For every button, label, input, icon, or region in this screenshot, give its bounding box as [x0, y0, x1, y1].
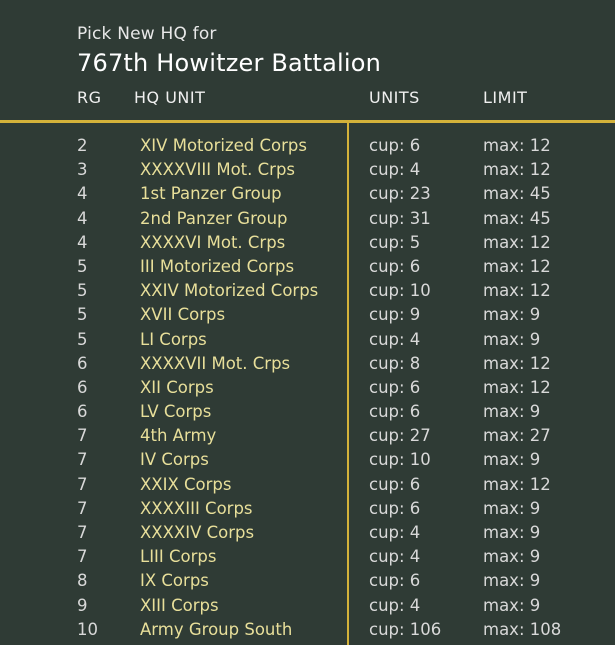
hq-row[interactable]	[0, 475, 615, 499]
hq-unit-name: XIV Motorized Corps	[140, 136, 307, 155]
limit-cell: max: 12	[483, 281, 551, 301]
rg-cell: 7	[77, 498, 88, 518]
rg-cell: 4	[77, 232, 88, 252]
limit-cell: max: 45	[483, 184, 551, 204]
units-cell: cup: 10	[369, 281, 431, 301]
hq-row[interactable]	[0, 330, 615, 354]
rg-cell: 5	[77, 256, 88, 276]
limit-cell: max: 9	[483, 595, 541, 615]
header-divider	[0, 120, 615, 123]
units-cell: cup: 8	[369, 353, 421, 373]
hq-unit-name: LV Corps	[140, 402, 212, 422]
hq-unit-name: 4th Army	[140, 426, 217, 446]
units-cell: cup: 9	[369, 305, 421, 325]
limit-cell: max: 45	[483, 208, 551, 228]
hq-row[interactable]	[0, 402, 615, 426]
units-cell: cup: 23	[369, 184, 431, 204]
hq-unit-name: XXXXVI Mot. Crps	[140, 232, 286, 252]
units-cell: cup: 4	[369, 595, 421, 615]
rg-cell: 4	[77, 184, 88, 204]
hq-row[interactable]	[0, 523, 615, 547]
units-cell: cup: 6	[369, 136, 421, 155]
rg-cell: 4	[77, 208, 88, 228]
hq-row[interactable]	[0, 305, 615, 329]
hq-row[interactable]	[0, 378, 615, 402]
limit-cell: max: 12	[483, 136, 551, 155]
hq-row[interactable]	[0, 571, 615, 595]
hq-unit-name: XII Corps	[140, 377, 214, 397]
units-cell: cup: 6	[369, 498, 421, 518]
limit-cell: max: 27	[483, 426, 551, 446]
limit-cell: max: 12	[483, 232, 551, 252]
units-cell: cup: 106	[369, 619, 442, 639]
limit-cell: max: 9	[483, 450, 541, 470]
hq-unit-name: XXXXVII Mot. Crps	[140, 353, 291, 373]
limit-cell: max: 12	[483, 353, 551, 373]
hq-row[interactable]	[0, 257, 615, 281]
limit-cell: max: 12	[483, 377, 551, 397]
limit-cell: max: 9	[483, 329, 541, 349]
rg-cell: 3	[77, 160, 88, 180]
limit-cell: max: 9	[483, 571, 541, 591]
units-cell: cup: 31	[369, 208, 431, 228]
column-header-hq-unit[interactable]: HQ UNIT	[134, 88, 206, 107]
dialog-subtitle: Pick New HQ for	[77, 24, 217, 44]
limit-cell: max: 12	[483, 474, 551, 494]
units-cell: cup: 6	[369, 377, 421, 397]
rg-cell: 9	[77, 595, 88, 615]
hq-row[interactable]	[0, 596, 615, 620]
hq-row[interactable]	[0, 547, 615, 571]
units-cell: cup: 27	[369, 426, 431, 446]
limit-cell: max: 9	[483, 547, 541, 567]
rg-cell: 7	[77, 523, 88, 542]
rg-cell: 7	[77, 426, 88, 446]
limit-cell: max: 9	[483, 523, 541, 542]
hq-row[interactable]	[0, 450, 615, 474]
hq-row[interactable]	[0, 620, 615, 644]
hq-row[interactable]	[0, 233, 615, 257]
rg-cell: 5	[77, 329, 88, 349]
units-cell: cup: 4	[369, 523, 421, 542]
hq-list	[0, 136, 615, 644]
limit-cell: max: 12	[483, 256, 551, 276]
hq-unit-name: XXXXVIII Mot. Crps	[140, 160, 296, 180]
hq-unit-name: XIII Corps	[140, 595, 219, 615]
unit-title: 767th Howitzer Battalion	[77, 49, 382, 77]
units-cell: cup: 4	[369, 160, 421, 180]
limit-cell: max: 108	[483, 619, 562, 639]
limit-cell: max: 9	[483, 305, 541, 325]
limit-cell: max: 12	[483, 160, 551, 180]
hq-unit-name: XXIV Motorized Corps	[140, 281, 319, 301]
hq-row[interactable]	[0, 160, 615, 184]
hq-unit-name: XXIX Corps	[140, 474, 232, 494]
hq-unit-name: Army Group South	[140, 619, 293, 639]
units-cell: cup: 6	[369, 256, 421, 276]
limit-cell: max: 9	[483, 498, 541, 518]
rg-cell: 7	[77, 547, 88, 567]
units-cell: cup: 6	[369, 571, 421, 591]
hq-unit-name: 2nd Panzer Group	[140, 208, 288, 228]
hq-unit-name: LI Corps	[140, 329, 207, 349]
rg-cell: 6	[77, 353, 88, 373]
hq-unit-name: LIII Corps	[140, 547, 217, 567]
hq-row[interactable]	[0, 281, 615, 305]
rg-cell: 2	[77, 136, 88, 155]
hq-row[interactable]	[0, 209, 615, 233]
column-header-units[interactable]: UNITS	[369, 88, 420, 107]
units-cell: cup: 4	[369, 547, 421, 567]
rg-cell: 8	[77, 571, 88, 591]
limit-cell: max: 9	[483, 402, 541, 422]
hq-row[interactable]	[0, 136, 615, 160]
hq-unit-name: IX Corps	[140, 571, 209, 591]
units-cell: cup: 6	[369, 474, 421, 494]
rg-cell: 6	[77, 377, 88, 397]
rg-cell: 5	[77, 305, 88, 325]
hq-unit-name: XXXXIV Corps	[140, 523, 255, 542]
units-cell: cup: 10	[369, 450, 431, 470]
hq-row[interactable]	[0, 499, 615, 523]
rg-cell: 7	[77, 474, 88, 494]
hq-unit-name: XXXXIII Corps	[140, 498, 253, 518]
hq-unit-name: IV Corps	[140, 450, 209, 470]
column-header-limit[interactable]: LIMIT	[483, 88, 528, 107]
units-cell: cup: 5	[369, 232, 421, 252]
column-header-rg[interactable]: RG	[77, 88, 102, 107]
rg-cell: 5	[77, 281, 88, 301]
units-cell: cup: 6	[369, 402, 421, 422]
hq-unit-name: III Motorized Corps	[140, 256, 295, 276]
hq-unit-name: XVII Corps	[140, 305, 226, 325]
rg-cell: 10	[77, 619, 98, 639]
units-cell: cup: 4	[369, 329, 421, 349]
hq-row[interactable]	[0, 426, 615, 450]
hq-row[interactable]	[0, 354, 615, 378]
rg-cell: 6	[77, 402, 88, 422]
hq-row[interactable]	[0, 184, 615, 208]
rg-cell: 7	[77, 450, 88, 470]
hq-unit-name: 1st Panzer Group	[140, 184, 282, 204]
